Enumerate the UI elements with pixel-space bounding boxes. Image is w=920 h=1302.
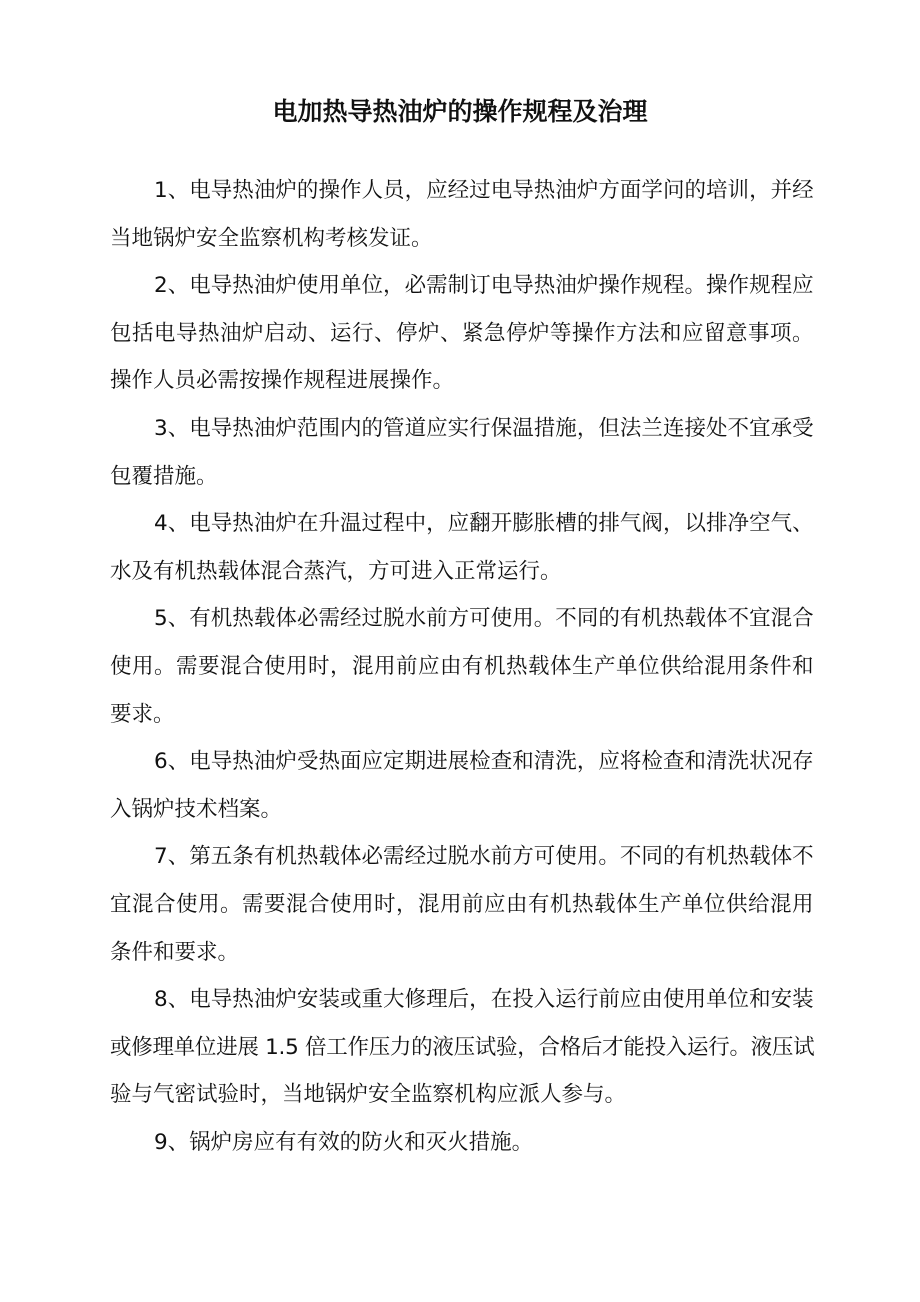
paragraph-line: 验与气密试验时，当地锅炉安全监察机构应派人参与。 xyxy=(110,1082,627,1108)
paragraph-line: 包覆措施。 xyxy=(110,463,218,489)
paragraph-line: 2、电导热油炉使用单位，必需制订电导热油炉操作规程。操作规程应 xyxy=(154,273,814,299)
paragraph-line: 8、电导热油炉安装或重大修理后，在投入运行前应由使用单位和安装 xyxy=(154,987,814,1013)
paragraph-line: 1、电导热油炉的操作人员，应经过电导热油炉方面学问的培训，并经 xyxy=(154,178,814,203)
document-body xyxy=(110,167,820,1166)
paragraph-line: 4、电导热油炉在升温过程中，应翻开膨胀槽的排气阀，以排净空气、 xyxy=(154,511,814,537)
paragraph-5 xyxy=(110,595,820,738)
paragraph-2 xyxy=(110,262,820,405)
paragraph-line: 宜混合使用。需要混合使用时，混用前应由有机热载体生产单位供给混用 xyxy=(110,891,815,917)
paragraph-line: 6、电导热油炉受热面应定期进展检查和清洗，应将检查和清洗状况存 xyxy=(154,749,814,775)
paragraph-line: 当地锅炉安全监察机构考核发证。 xyxy=(110,225,433,251)
paragraph-line: 包括电导热油炉启动、运行、停炉、紧急停炉等操作方法和应留意事项。 xyxy=(110,320,815,346)
paragraph-1 xyxy=(110,167,820,262)
paragraph-6 xyxy=(110,738,820,833)
paragraph-line: 9、锅炉房应有有效的防火和灭火措施。 xyxy=(154,1129,534,1155)
paragraph-line: 要求。 xyxy=(110,701,175,727)
paragraph-line: 5、有机热载体必需经过脱水前方可使用。不同的有机热载体不宜混合 xyxy=(154,606,814,632)
paragraph-line: 或修理单位进展 1.5 倍工作压力的液压试验，合格后才能投入运行。液压试 xyxy=(110,1034,815,1060)
paragraph-line: 条件和要求。 xyxy=(110,939,240,965)
paragraph-line: 7、第五条有机热载体必需经过脱水前方可使用。不同的有机热载体不 xyxy=(154,844,814,870)
paragraph-8 xyxy=(110,976,820,1119)
document-title: 电加热导热油炉的操作规程及治理 xyxy=(272,97,648,126)
paragraph-line: 水及有机热载体混合蒸汽，方可进入正常运行。 xyxy=(110,558,562,584)
paragraph-4 xyxy=(110,500,820,595)
paragraph-line: 操作人员必需按操作规程进展操作。 xyxy=(110,368,455,394)
paragraph-3 xyxy=(110,405,820,500)
paragraph-7 xyxy=(110,833,820,976)
paragraph-line: 3、电导热油炉范围内的管道应实行保温措施，但法兰连接处不宜承受 xyxy=(154,415,814,441)
paragraph-9 xyxy=(110,1119,820,1167)
paragraph-line: 入锅炉技术档案。 xyxy=(110,796,283,822)
paragraph-line: 使用。需要混合使用时，混用前应由有机热载体生产单位供给混用条件和 xyxy=(110,653,815,679)
